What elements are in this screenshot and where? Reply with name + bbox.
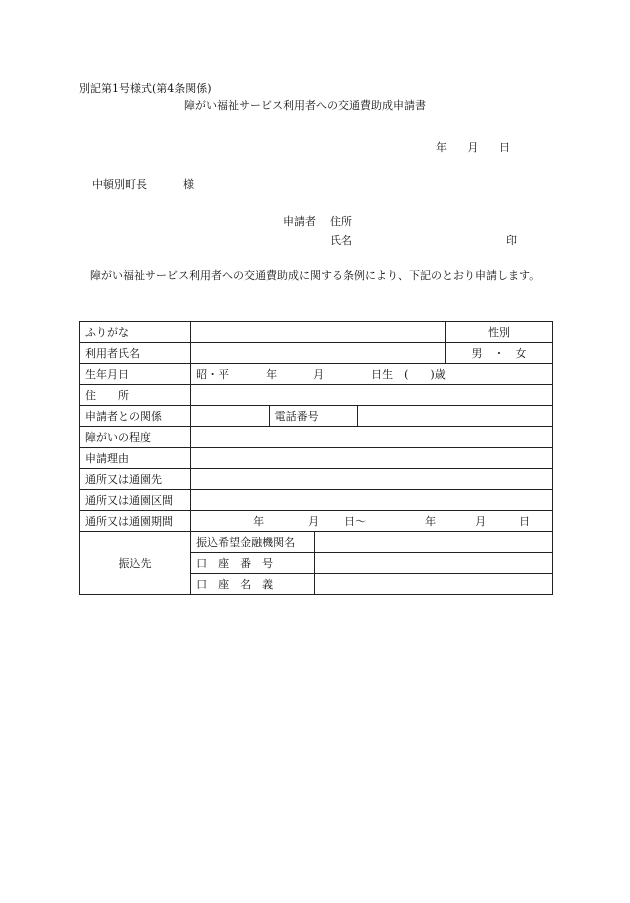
address-label: 住 所: [80, 385, 191, 406]
form-title: 障がい福祉サービス利用者への交通費助成申請書: [184, 99, 426, 112]
table-row: [80, 490, 553, 511]
gender-options[interactable]: 男 ・ 女: [445, 343, 552, 364]
birth-month: 月: [313, 368, 325, 381]
table-row: [80, 511, 553, 532]
birth-year: 年: [266, 368, 278, 381]
bank-name-label: 振込希望金融機関名: [191, 532, 315, 553]
table-row: [80, 343, 553, 364]
birth-day-age: 日生 ( )歳: [371, 368, 446, 381]
date-day: 日: [499, 141, 510, 154]
period-end-month: 月: [475, 515, 487, 528]
table-row: [80, 406, 553, 427]
applicant-name-label: 氏名: [330, 234, 352, 247]
date-year: 年: [436, 141, 447, 154]
furigana-label: ふりがな: [80, 322, 191, 343]
date-month: 月: [467, 141, 479, 154]
birth-date-field[interactable]: [191, 364, 553, 385]
seal-mark: 印: [506, 234, 517, 247]
table-row: [80, 322, 553, 343]
applicant-address-label: 住所: [330, 215, 352, 228]
phone-field[interactable]: [358, 406, 553, 427]
date-line: [436, 139, 510, 155]
disability-level-label: 障がいの程度: [80, 427, 191, 448]
table-row: [80, 385, 553, 406]
applicant-label: 申請者: [283, 215, 316, 228]
section-field[interactable]: [191, 490, 553, 511]
table-row: [80, 469, 553, 490]
period-field[interactable]: [191, 511, 553, 532]
table-row: [80, 427, 553, 448]
reason-field[interactable]: [191, 448, 553, 469]
table-row: [80, 532, 553, 553]
table-row: [80, 448, 553, 469]
period-start-year: 年: [253, 515, 265, 528]
bank-name-field[interactable]: [315, 532, 553, 553]
period-start-day: 日〜: [344, 515, 367, 528]
furigana-field[interactable]: [191, 322, 446, 343]
disability-level-field[interactable]: [191, 427, 553, 448]
form-number-label: 別記第1号様式(第4条関係): [79, 82, 212, 95]
user-name-label: 利用者氏名: [80, 343, 191, 364]
account-holder-label: 口 座 名 義: [191, 574, 315, 595]
reason-label: 申請理由: [80, 448, 191, 469]
account-holder-field[interactable]: [315, 574, 553, 595]
gender-header: 性別: [445, 322, 552, 343]
application-statement: 障がい福祉サービス利用者への交通費助成に関する条例により、下記のとおり申請します。: [90, 269, 541, 282]
relationship-label: 申請者との関係: [80, 406, 191, 427]
user-name-field[interactable]: [191, 343, 446, 364]
period-label: 通所又は通園期間: [80, 511, 191, 532]
birth-date-label: 生年月日: [80, 364, 191, 385]
address-field[interactable]: [191, 385, 553, 406]
table-row: [80, 364, 553, 385]
section-label: 通所又は通園区間: [80, 490, 191, 511]
period-start-month: 月: [308, 515, 320, 528]
period-end-year: 年: [425, 515, 437, 528]
account-number-field[interactable]: [315, 553, 553, 574]
period-end-day: 日: [519, 515, 531, 528]
application-table: [79, 321, 553, 595]
account-number-label: 口 座 番 号: [191, 553, 315, 574]
transfer-label: 振込先: [80, 532, 191, 595]
recipient: 中頓別町長: [92, 178, 147, 191]
relationship-field[interactable]: [191, 406, 269, 427]
recipient-honorific: 様: [183, 178, 194, 191]
destination-field[interactable]: [191, 469, 553, 490]
birth-era: 昭・平: [196, 368, 230, 381]
phone-label: 電話番号: [269, 406, 358, 427]
destination-label: 通所又は通園先: [80, 469, 191, 490]
